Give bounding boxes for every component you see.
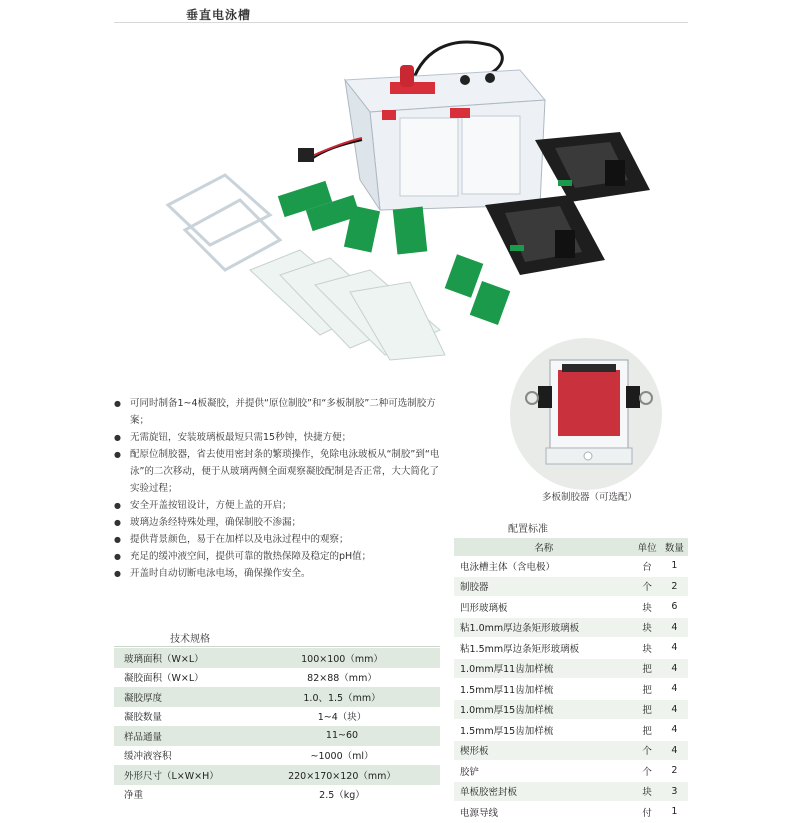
config-item-name: 粘1.0mm厚边条矩形玻璃板 bbox=[454, 617, 633, 638]
spec-label: 净重 bbox=[114, 785, 244, 805]
config-item-name: 单板胶密封板 bbox=[454, 781, 633, 802]
config-item-unit: 块 bbox=[633, 617, 660, 638]
config-item-name: 1.5mm厚15齿加样梳 bbox=[454, 720, 633, 741]
feature-item: ● 可同时制备1~4板凝胶，并提供“原位制胶”和“多板制胶”二种可选制胶方案； bbox=[112, 395, 442, 429]
config-item-qty: 4 bbox=[661, 638, 688, 659]
spec-label: 样品通量 bbox=[114, 726, 244, 746]
config-item-name: 1.5mm厚11齿加样梳 bbox=[454, 679, 633, 700]
table-row bbox=[114, 687, 440, 707]
spec-divider bbox=[114, 646, 440, 647]
spec-label: 凝胶数量 bbox=[114, 707, 244, 727]
config-item-qty: 4 bbox=[661, 720, 688, 741]
config-item-name: 电源导线 bbox=[454, 802, 633, 823]
config-header: 名称 bbox=[454, 538, 633, 556]
config-item-unit: 台 bbox=[633, 556, 660, 576]
config-header-row bbox=[454, 538, 688, 556]
config-item-unit: 个 bbox=[633, 576, 660, 597]
config-item-name: 楔形板 bbox=[454, 740, 633, 761]
spec-label: 外形尺寸（L×W×H） bbox=[114, 765, 244, 785]
config-item-qty: 2 bbox=[661, 761, 688, 782]
config-item-unit: 付 bbox=[633, 802, 660, 823]
config-item-qty: 1 bbox=[661, 802, 688, 823]
spec-label: 缓冲液容积 bbox=[114, 746, 244, 766]
spec-value: 1.0、1.5（mm） bbox=[244, 687, 440, 707]
table-row bbox=[454, 617, 688, 638]
config-item-unit: 块 bbox=[633, 638, 660, 659]
config-item-name: 胶铲 bbox=[454, 761, 633, 782]
config-item-name: 1.0mm厚11齿加样梳 bbox=[454, 658, 633, 679]
config-item-qty: 4 bbox=[661, 679, 688, 700]
spec-value: 100×100（mm） bbox=[244, 648, 440, 668]
config-item-name: 粘1.5mm厚边条矩形玻璃板 bbox=[454, 638, 633, 659]
table-row bbox=[454, 802, 688, 823]
spec-value: 220×170×120（mm） bbox=[244, 765, 440, 785]
spec-value: 2.5（kg） bbox=[244, 785, 440, 805]
table-row bbox=[454, 597, 688, 618]
config-item-qty: 3 bbox=[661, 781, 688, 802]
config-header: 单位 bbox=[633, 538, 660, 556]
table-row bbox=[454, 576, 688, 597]
feature-item: ● 提供背景颜色，易于在加样以及电泳过程中的观察； bbox=[112, 531, 442, 548]
clear-frame bbox=[168, 175, 280, 270]
table-row bbox=[114, 726, 440, 746]
config-item-name: 制胶器 bbox=[454, 576, 633, 597]
glass-plates bbox=[250, 250, 445, 360]
config-item-qty: 4 bbox=[661, 658, 688, 679]
table-row bbox=[454, 699, 688, 720]
table-row bbox=[114, 707, 440, 727]
config-item-qty: 6 bbox=[661, 597, 688, 618]
casting-stand-1 bbox=[535, 132, 650, 202]
config-item-unit: 块 bbox=[633, 597, 660, 618]
table-row bbox=[454, 720, 688, 741]
feature-item: ● 开盖时自动切断电泳电场，确保操作安全。 bbox=[112, 565, 442, 582]
config-item-qty: 2 bbox=[661, 576, 688, 597]
spec-value: ~1000（ml） bbox=[244, 746, 440, 766]
casting-stand-2 bbox=[485, 195, 605, 275]
config-item-unit: 块 bbox=[633, 781, 660, 802]
config-table bbox=[454, 538, 688, 823]
config-item-qty: 4 bbox=[661, 699, 688, 720]
table-row bbox=[114, 746, 440, 766]
table-row bbox=[454, 638, 688, 659]
spec-label: 凝胶厚度 bbox=[114, 687, 244, 707]
feature-item: ● 充足的缓冲液空间，提供可靠的散热保障及稳定的pH值； bbox=[112, 548, 442, 565]
config-item-name: 凹形玻璃板 bbox=[454, 597, 633, 618]
spec-label: 玻璃面积（W×L） bbox=[114, 648, 244, 668]
config-title: 配置标准 bbox=[508, 524, 548, 535]
product-photo bbox=[150, 30, 670, 370]
feature-list bbox=[112, 395, 442, 582]
spec-title: 技术规格 bbox=[170, 634, 210, 645]
config-item-unit: 把 bbox=[633, 699, 660, 720]
spec-value: 1~4（块） bbox=[244, 707, 440, 727]
spec-value: 82×88（mm） bbox=[244, 668, 440, 688]
table-row bbox=[114, 668, 440, 688]
spec-value: 11~60 bbox=[244, 726, 440, 746]
feature-item: ● 无需旋钮，安装玻璃板最短只需15秒钟，快捷方便； bbox=[112, 429, 442, 446]
table-row bbox=[454, 679, 688, 700]
spec-label: 凝胶面积（W×L） bbox=[114, 668, 244, 688]
table-row bbox=[114, 648, 440, 668]
config-item-name: 电泳槽主体（含电极） bbox=[454, 556, 633, 576]
config-item-unit: 把 bbox=[633, 658, 660, 679]
feature-item: ● 配原位制胶器，省去使用密封条的繁琐操作，免除电泳玻板从“制胶”到“电泳”的二次移动，便于从玻璃两侧全面观察凝胶配制是否正常，大大简化了实验过程； bbox=[112, 446, 442, 497]
table-row bbox=[454, 556, 688, 576]
config-item-unit: 把 bbox=[633, 720, 660, 741]
spec-table bbox=[114, 648, 440, 804]
config-item-name: 1.0mm厚15齿加样梳 bbox=[454, 699, 633, 720]
page-title: 垂直电泳槽 bbox=[186, 8, 252, 22]
table-row bbox=[454, 761, 688, 782]
config-item-qty: 1 bbox=[661, 556, 688, 576]
config-item-unit: 把 bbox=[633, 679, 660, 700]
inset-caption: 多板制胶器（可选配） bbox=[542, 492, 638, 503]
config-header: 数量 bbox=[661, 538, 688, 556]
table-row bbox=[454, 781, 688, 802]
feature-item: ● 玻璃边条经特殊处理，确保制胶不渗漏； bbox=[112, 514, 442, 531]
table-row bbox=[454, 658, 688, 679]
config-item-unit: 个 bbox=[633, 761, 660, 782]
table-row bbox=[454, 740, 688, 761]
table-row bbox=[114, 785, 440, 805]
config-item-qty: 4 bbox=[661, 617, 688, 638]
multi-gel-caster-photo bbox=[510, 338, 662, 490]
table-row bbox=[114, 765, 440, 785]
config-item-qty: 4 bbox=[661, 740, 688, 761]
config-item-unit: 个 bbox=[633, 740, 660, 761]
feature-item: ● 安全开盖按钮设计，方便上盖的开启； bbox=[112, 497, 442, 514]
